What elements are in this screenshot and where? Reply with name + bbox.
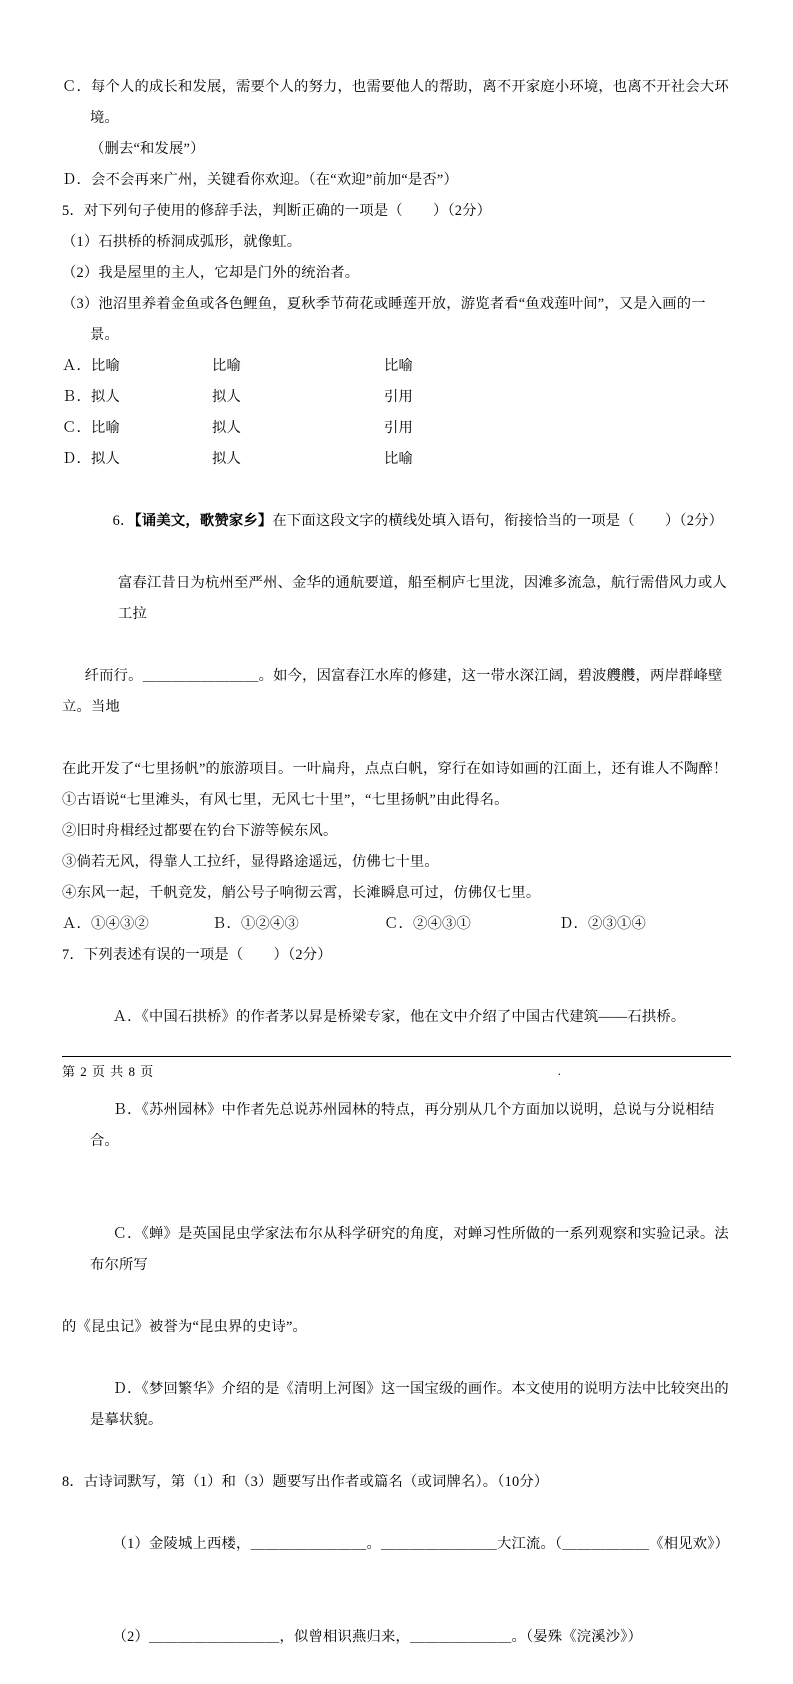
option-label: Ｃ．: [112, 1226, 142, 1242]
question-6-option-b: [212, 909, 384, 940]
passage-text-b: 。如今，因富春江水库的修建，这一带水深江阔，碧波艭艭，两岸群峰壁立。当地: [62, 668, 723, 715]
q8-text-b: ，似曾相识燕归来，: [279, 1629, 410, 1645]
option-label: Ｃ．: [62, 420, 91, 436]
question-5-sentence-1: （1）石拱桥的桥洞成弧形，就像虹。: [62, 234, 302, 250]
option-label: Ａ．: [62, 916, 91, 932]
q8-blank-1: ＿＿＿＿＿＿＿＿＿: [149, 1629, 280, 1645]
question-5-option-d: [62, 444, 731, 475]
question-7-option-a: [62, 971, 731, 1064]
option-text: ②③①④: [588, 916, 646, 932]
question-5-sentence-2: （2）我是屋里的主人，它却是门外的统治者。: [62, 265, 360, 281]
page-number: 第 2 页 共 8 页: [62, 1064, 155, 1079]
q8-text-c: 。（晏殊《浣溪沙》）: [511, 1629, 643, 1645]
option-c-line: Ｃ．每个人的成长和发展，需要个人的努力，也需要他人的帮助，离不开家庭小环境，也离不开社会大环境。: [62, 79, 729, 126]
option-col-3: 引用: [384, 420, 413, 436]
question-6-option-a: [62, 909, 212, 940]
option-label: Ｂ．: [112, 1102, 142, 1118]
q8-text-a: （2）: [112, 1629, 149, 1645]
q8-text-a: （1）金陵城上西楼，: [112, 1536, 251, 1552]
question-6-options: [62, 909, 731, 940]
option-label: Ｃ．: [384, 916, 413, 932]
question-5-stem: 5．对下列句子使用的修辞手法，判断正确的一项是（ ）（2分）: [62, 203, 492, 219]
question-6-sentence-4: ④东风一起，千帆竞发，艄公号子响彻云霄，长滩瞬息可过，仿佛仅七里。: [62, 885, 541, 901]
question-6-number: 6．: [112, 513, 135, 529]
option-label: Ａ．: [62, 358, 91, 374]
option-c-note: （删去“和发展”）: [90, 141, 205, 157]
option-col-3: 引用: [384, 389, 413, 405]
question-8-item-1: [62, 1498, 731, 1591]
question-6-stem: [62, 475, 731, 568]
option-text: 《中国石拱桥》的作者茅以昇是桥梁专家，他在文中介绍了中国古代建筑——石拱桥。: [141, 1009, 686, 1025]
passage-text-a: 纤而行。: [84, 668, 143, 684]
option-col-1: 拟人: [91, 389, 120, 405]
option-label: Ｄ．: [112, 1381, 142, 1397]
option-col-2: 拟人: [212, 420, 241, 436]
question-6-sentence-1: ①古语说“七里滩头，有风七里，无风七十里”，“七里扬帆”由此得名。: [62, 792, 509, 808]
question-6-passage-line-2: [62, 630, 731, 754]
question-6-sentence-2: ②旧时舟楫经过都要在钓台下游等候东风。: [62, 823, 338, 839]
question-6-stem-text: 在下面这段文字的横线处填入语句，衔接恰当的一项是（ ）（2分）: [272, 513, 724, 529]
option-col-1: 拟人: [91, 451, 120, 467]
option-col-3: 比喻: [384, 358, 413, 374]
option-col-2: 拟人: [212, 389, 241, 405]
q8-text-d: 《相见欢》）: [649, 1536, 730, 1552]
q8-blank-3: ＿＿＿＿＿＿: [562, 1536, 650, 1552]
option-col-2: 比喻: [212, 358, 241, 374]
passage-blank: ＿＿＿＿＿＿＿＿: [142, 668, 259, 684]
page-footer: [62, 1056, 731, 1080]
question-8-item-2: [62, 1591, 731, 1684]
question-6-option-d: [559, 909, 646, 940]
question-7-option-c-cont: 的《昆虫记》被誉为“昆虫界的史诗”。: [62, 1319, 308, 1335]
q8-blank-2: ＿＿＿＿＿＿＿＿: [380, 1536, 497, 1552]
q8-text-b: 。: [366, 1536, 381, 1552]
q8-blank-1: ＿＿＿＿＿＿＿＿: [250, 1536, 367, 1552]
question-7-option-d: [62, 1343, 731, 1467]
q8-blank-2: ＿＿＿＿＿＿＿: [409, 1629, 512, 1645]
option-label: Ｄ．: [62, 451, 91, 467]
question-5-sentence-3: （3）池沼里养着金鱼或各色鲤鱼，夏秋季节荷花或睡莲开放，游览者看“鱼戏莲叶间”，又是入画的一景。: [62, 296, 706, 343]
option-text: 《苏州园林》中作者先总说苏州园林的特点，再分别从几个方面加以说明，总说与分说相结合。: [90, 1102, 715, 1149]
option-text: 《梦回繁华》介绍的是《清明上河图》这一国宝级的画作。本文使用的说明方法中比较突出的是摹状貌。: [90, 1381, 729, 1428]
option-text: ②④③①: [413, 916, 471, 932]
question-8-stem: 8．古诗词默写，第（1）和（3）题要写出作者或篇名（或词牌名）。（10分）: [62, 1474, 549, 1490]
option-col-2: 拟人: [212, 451, 241, 467]
question-6-option-c: [384, 909, 559, 940]
question-5-option-c: [62, 413, 731, 444]
option-d-line: Ｄ．会不会再来广州，关键看你欢迎。（在“欢迎”前加“是否”）: [62, 172, 458, 188]
option-label: Ｂ．: [212, 916, 241, 932]
question-7-option-c: [62, 1188, 731, 1312]
option-label: Ｄ．: [559, 916, 588, 932]
question-7-stem: 7．下列表述有误的一项是（ ）（2分）: [62, 947, 332, 963]
question-5-option-a: [62, 351, 731, 382]
question-6-title: 【诵美文，歌赞家乡】: [134, 513, 273, 529]
option-col-3: 比喻: [384, 451, 413, 467]
question-7-option-b: [62, 1064, 731, 1188]
option-text: ①②④③: [241, 916, 299, 932]
page-content: [62, 72, 731, 1684]
q8-text-c: 大江流。（: [496, 1536, 563, 1552]
option-col-1: 比喻: [91, 420, 120, 436]
option-text: 《蝉》是英国昆虫学家法布尔从科学研究的角度，对蝉习性所做的一系列观察和实验记录。法布尔所写: [90, 1226, 729, 1273]
footer-mark: .: [557, 1062, 561, 1078]
question-6-passage-line-1: 富春江昔日为杭州至严州、金华的通航要道，船至桐庐七里泷，因滩多流急，航行需借风力或人工拉: [118, 575, 727, 622]
option-label: Ｂ．: [62, 389, 91, 405]
question-5-option-b: [62, 382, 731, 413]
option-text: ①④③②: [91, 916, 149, 932]
question-6-passage-line-3: 在此开发了“七里扬帆”的旅游项目。一叶扁舟，点点白帆，穿行在如诗如画的江面上，还有谁人不陶醉！: [62, 761, 728, 777]
option-col-1: 比喻: [91, 358, 120, 374]
option-label: Ａ．: [112, 1009, 142, 1025]
question-6-sentence-3: ③倘若无风，得靠人工拉纤，显得路途遥远，仿佛七十里。: [62, 854, 439, 870]
